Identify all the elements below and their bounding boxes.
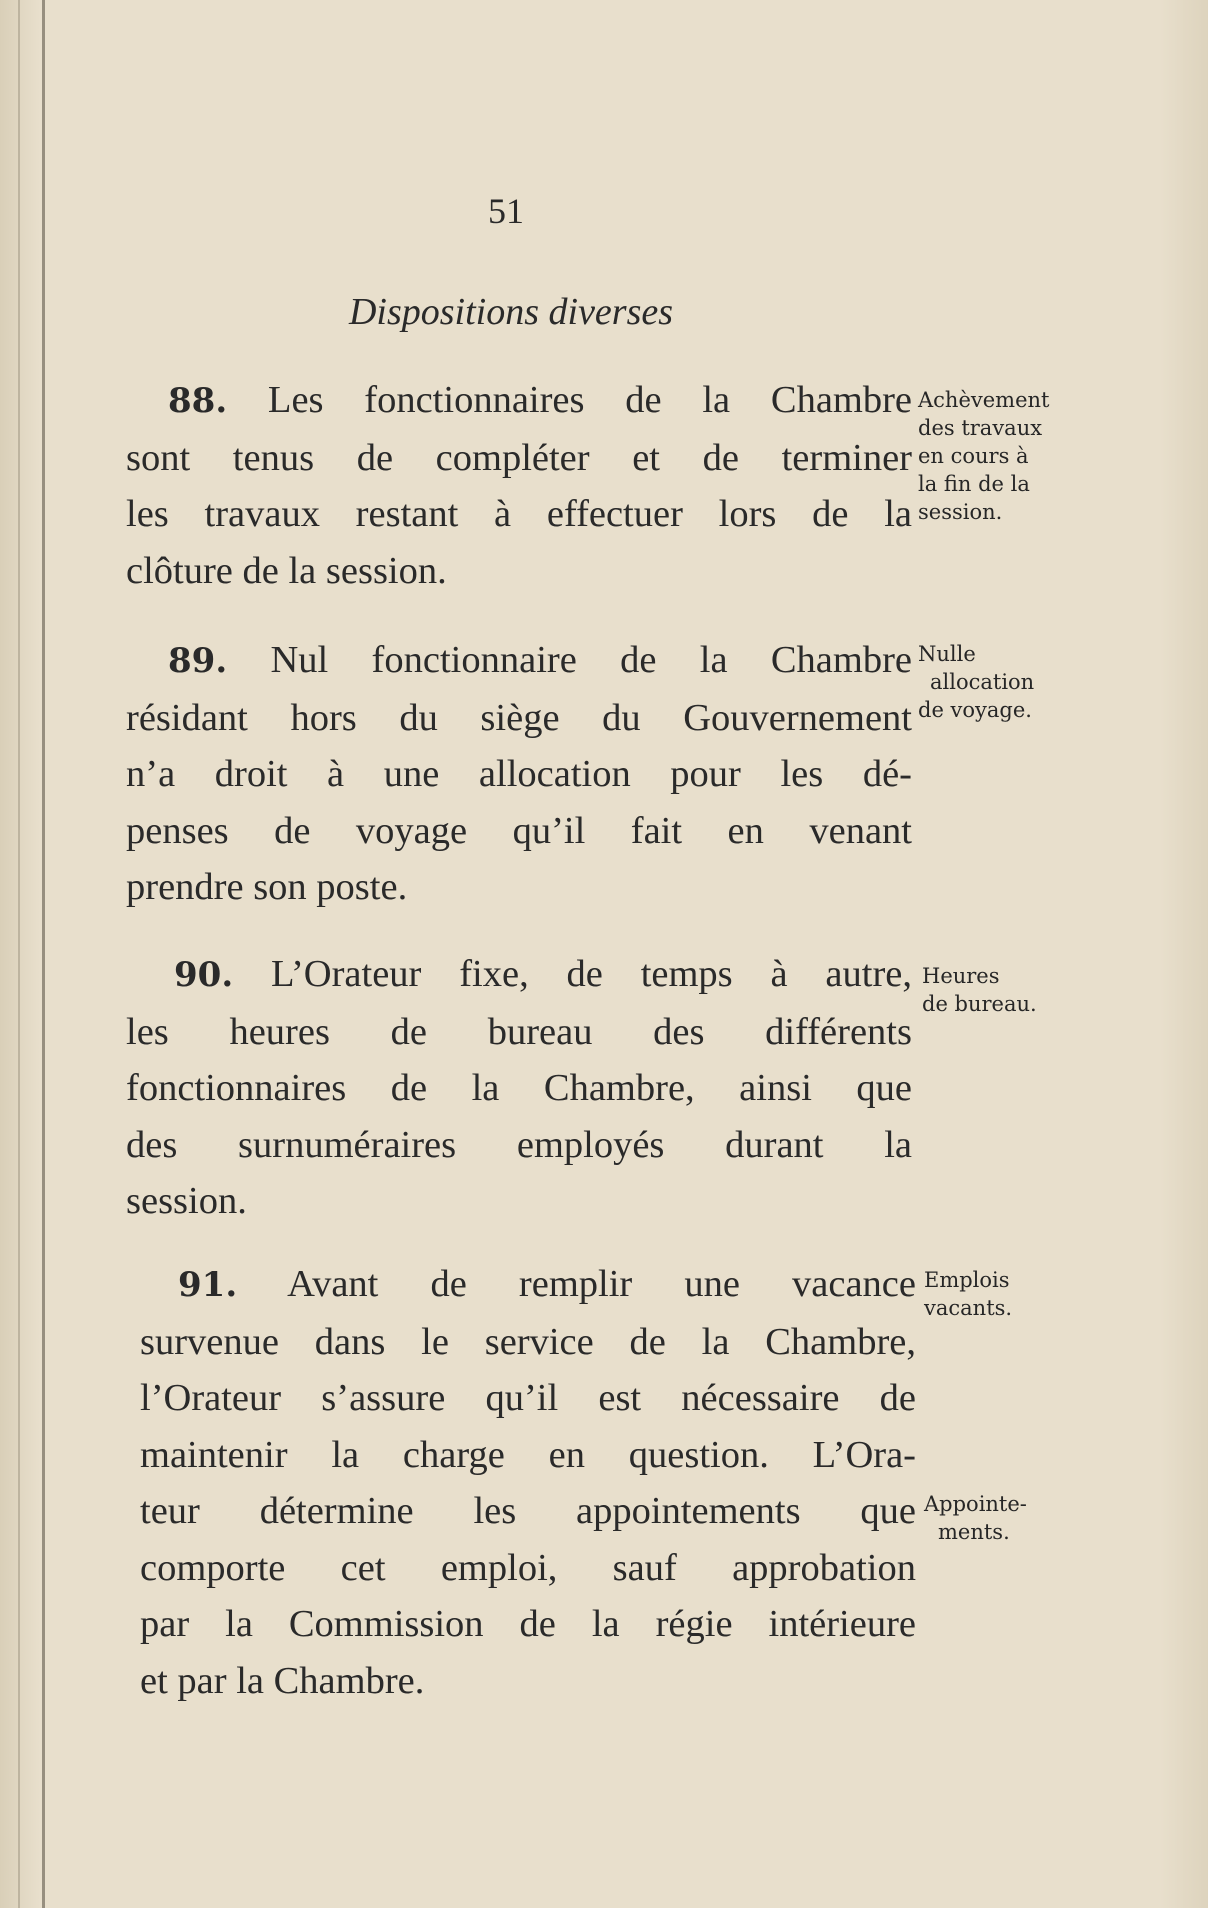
article-line: des surnuméraires employés durant la bbox=[126, 1123, 912, 1166]
page-number: 51 bbox=[488, 191, 524, 231]
article-line: l’Orateur s’assure qu’il est nécessaire de bbox=[140, 1377, 916, 1419]
article-line: par la Commission de la régie intérieure bbox=[140, 1603, 916, 1645]
article-line: prendre son poste. bbox=[126, 866, 408, 908]
article-number: 89. bbox=[168, 641, 228, 681]
article-line: résidant hors du siège du Gouvernement bbox=[126, 696, 912, 739]
article-line: 88. Les fonctionnaires de la Chambre bbox=[168, 379, 913, 421]
article-90 bbox=[126, 946, 912, 1230]
margin-note-88: Achèvement des travaux en cours à la fin de la session. bbox=[918, 388, 1050, 524]
article-91 bbox=[140, 1256, 916, 1709]
article-number: 91. bbox=[178, 1265, 238, 1305]
article-number: 88. bbox=[168, 381, 228, 421]
article-line: les travaux restant à effectuer lors de la bbox=[126, 493, 912, 535]
article-line: les heures de bureau des différents bbox=[126, 1010, 912, 1053]
article-line: 89. Nul fonctionnaire de la Chambre bbox=[168, 639, 913, 681]
article-line: teur détermine les appointements que bbox=[140, 1490, 916, 1532]
margin-note-90: Heures de bureau. bbox=[922, 964, 1037, 1016]
article-line: comporte cet emploi, sauf approbation bbox=[140, 1546, 916, 1589]
article-line: sont tenus de compléter et de terminer bbox=[126, 436, 912, 479]
article-line: 91. Avant de remplir une vacance bbox=[178, 1263, 916, 1305]
article-number: 90. bbox=[174, 955, 234, 995]
article-line: clôture de la session. bbox=[126, 549, 447, 592]
article-line: n’a droit à une allocation pour les dé- bbox=[126, 753, 912, 795]
binding-edge bbox=[18, 0, 20, 1908]
article-line: maintenir la charge en question. L’Ora- bbox=[140, 1433, 916, 1476]
article-88 bbox=[126, 372, 912, 599]
article-line: et par la Chambre. bbox=[140, 1659, 425, 1702]
margin-note-91-salaries: Appointe- ments. bbox=[924, 1492, 1027, 1544]
margin-note-91-vacancies: Emplois vacants. bbox=[924, 1268, 1013, 1320]
article-line: 90. L’Orateur fixe, de temps à autre, bbox=[174, 953, 913, 995]
section-title: Dispositions diverses bbox=[348, 291, 674, 333]
article-89 bbox=[126, 632, 912, 916]
margin-note-89: Nulle allocation de voyage. bbox=[918, 642, 1035, 722]
article-line: penses de voyage qu’il fait en venant bbox=[126, 809, 912, 852]
article-line: survenue dans le service de la Chambre, bbox=[140, 1320, 916, 1363]
article-line: fonctionnaires de la Chambre, ainsi que bbox=[126, 1067, 912, 1109]
article-line: session. bbox=[126, 1180, 247, 1222]
gutter-shadow bbox=[42, 0, 45, 1908]
